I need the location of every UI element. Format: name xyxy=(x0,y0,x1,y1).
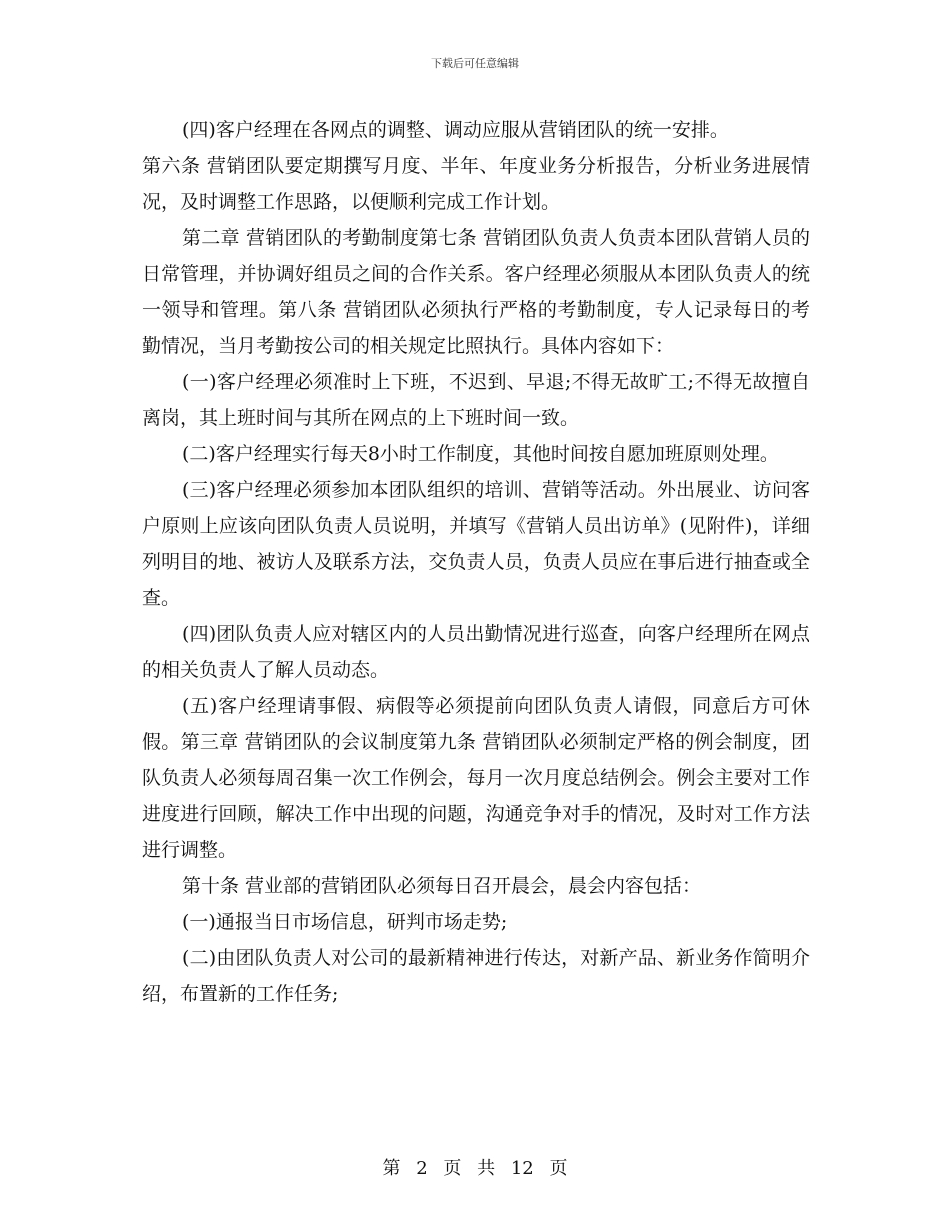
page-number: 第 2 页 共 12 页 xyxy=(382,1158,568,1179)
paragraph: 第十条 营业部的营销团队必须每日召开晨会，晨会内容包括： xyxy=(182,875,702,897)
paragraph: (二)由团队负责人对公司的最新精神进行传达，对新产品、新业务作简明介绍，布置新的工作任务; xyxy=(142,947,810,1005)
paragraph: 第六条 营销团队要定期撰写月度、半年、年度业务分析报告，分析业务进展情况，及时调整工作思路，以便顺利完成工作计划。 xyxy=(142,155,810,213)
page-header-note: 下载后可任意编辑 xyxy=(431,57,519,70)
paragraph: (三)客户经理必须参加本团队组织的培训、营销等活动。外出展业、访问客户原则上应该向团队负责人员说明，并填写《营销人员出访单》(见附件)，详细列明目的地、被访人及联系方法，交负责人员，负责人员应在事后进行抽查或全查。 xyxy=(142,479,810,609)
paragraph: (五)客户经理请事假、病假等必须提前向团队负责人请假，同意后方可休假。第三章 营销团队的会议制度第九条 营销团队必须制定严格的例会制度，团队负责人必须每周召集一次工作例会，每月一次月度总结例会。例会主要对工作进度进行回顾，解决工作中出现的问题，沟通竞争对手的情况，及时对工作方法进行调整。 xyxy=(142,695,810,861)
paragraph: (一)客户经理必须准时上下班，不迟到、早退;不得无故旷工;不得无故擅自离岗，其上班时间与其所在网点的上下班时间一致。 xyxy=(142,371,810,429)
paragraph: 第二章 营销团队的考勤制度第七条 营销团队负责人负责本团队营销人员的日常管理，并协调好组员之间的合作关系。客户经理必须服从本团队负责人的统一领导和管理。第八条 营销团队必须执行严格的考勤制度，专人记录每日的考勤情况，当月考勤按公司的相关规定比照执行。具体内容如下： xyxy=(142,227,810,357)
paragraph: (二)客户经理实行每天8小时工作制度，其他时间按自愿加班原则处理。 xyxy=(182,443,779,465)
paragraph: (四)团队负责人应对辖区内的人员出勤情况进行巡查，向客户经理所在网点的相关负责人了解人员动态。 xyxy=(142,623,810,681)
document-body xyxy=(142,112,810,1012)
paragraph: (四)客户经理在各网点的调整、调动应服从营销团队的统一安排。 xyxy=(182,119,729,141)
paragraph: (一)通报当日市场信息，研判市场走势; xyxy=(182,911,508,933)
